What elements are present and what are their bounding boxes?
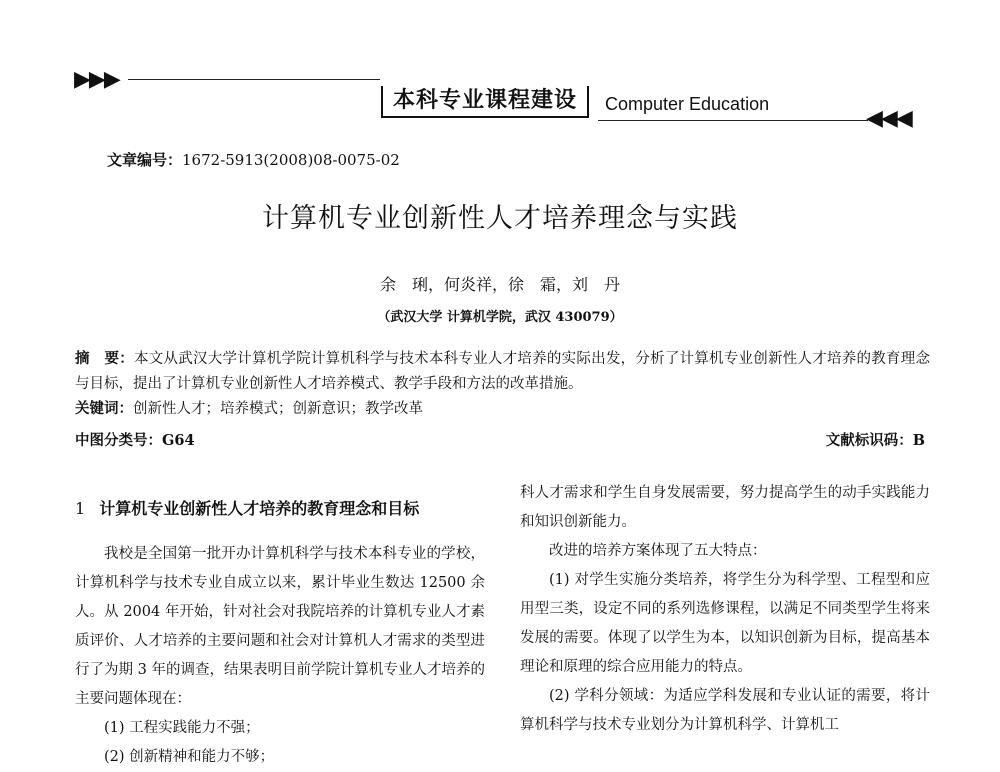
body-paragraph-continued: 科人才需求和学生自身发展需要，努力提高学生的动手实践能力和知识创新能力。 [520, 485, 930, 530]
affiliation: （武汉大学 计算机学院，武汉 430079） [377, 310, 623, 325]
header-journal-name: Computer Education [605, 94, 770, 114]
abstract-label: 摘 要： [75, 351, 134, 367]
list-item: (1) 对学生实施分类培养，将学生分为科学型、工程型和应用型三类，设定不同的系列选修课程，以满足不同类型学生将来发展的需要。体现了以学生为本，以知识创新为目标，提高基本理论和原理的综合应用能力的特点。 [520, 572, 930, 675]
header-left-arrows-icon: ▶▶▶ [74, 67, 119, 92]
abstract [75, 347, 930, 397]
list-item: (1) 工程实践能力不强； [104, 720, 260, 736]
classification-number [75, 430, 195, 452]
list-item: (2) 创新精神和能力不够； [104, 749, 275, 765]
document-code-label: 文献标识码： [825, 433, 913, 449]
section-heading-text: 计算机专业创新性人才培养的教育理念和目标 [99, 499, 420, 518]
list-item: (2) 学科分领域：为适应学科发展和专业认证的需要，将计算机科学与技术专业划分为计算机科学、计算机工 [520, 688, 930, 733]
abstract-text: 本文从武汉大学计算机学院计算机科学与技术本科专业人才培养的实际出发，分析了计算机专业创新性人才培养的教育理念与目标，提出了计算机专业创新性人才培养模式、教学手段和方法的改革措施。 [75, 351, 930, 392]
paper-title: 计算机专业创新性人才培养理念与实践 [262, 203, 738, 234]
keywords-label: 关键词： [75, 401, 133, 417]
abstract-block [75, 347, 930, 422]
document-code [826, 430, 925, 452]
header-section-title: 本科专业课程建设 [381, 86, 589, 118]
left-column [75, 540, 485, 772]
article-id [107, 150, 400, 170]
article-id-value: 1672-5913(2008)08-0075-02 [182, 151, 400, 169]
body-paragraph: 我校是全国第一批开办计算机科学与技术本科专业的学校，计算机科学与技术专业自成立以来，累计毕业生数达 12500 余人。从 2004 年开始，针对社会对我院培养的计算机专业人才素质评价、人才培养的主要问题和社会对计算机人才需求的类型进行了为期 3 年的调查，结果表明目前学院计算机专业人才培养的主要问题体现在： [75, 546, 485, 707]
section-number: 1 [75, 499, 86, 518]
author-list: 余 琍，何炎祥，徐 霜，刘 丹 [379, 275, 620, 294]
article-id-label: 文章编号： [107, 151, 183, 169]
classification-label: 中图分类号： [75, 433, 162, 449]
right-column [520, 479, 930, 740]
body-paragraph: 改进的培养方案体现了五大特点： [549, 543, 767, 559]
classification-value: G64 [162, 432, 195, 449]
keywords-text: 创新性人才；培养模式；创新意识；教学改革 [133, 401, 423, 417]
keywords [75, 397, 930, 422]
document-code-value: B [912, 432, 925, 449]
header-rule-left [128, 79, 380, 80]
section-heading [75, 496, 419, 522]
header-rule-right [598, 120, 868, 121]
header-right-arrows-icon: ◀◀◀ [866, 106, 911, 131]
